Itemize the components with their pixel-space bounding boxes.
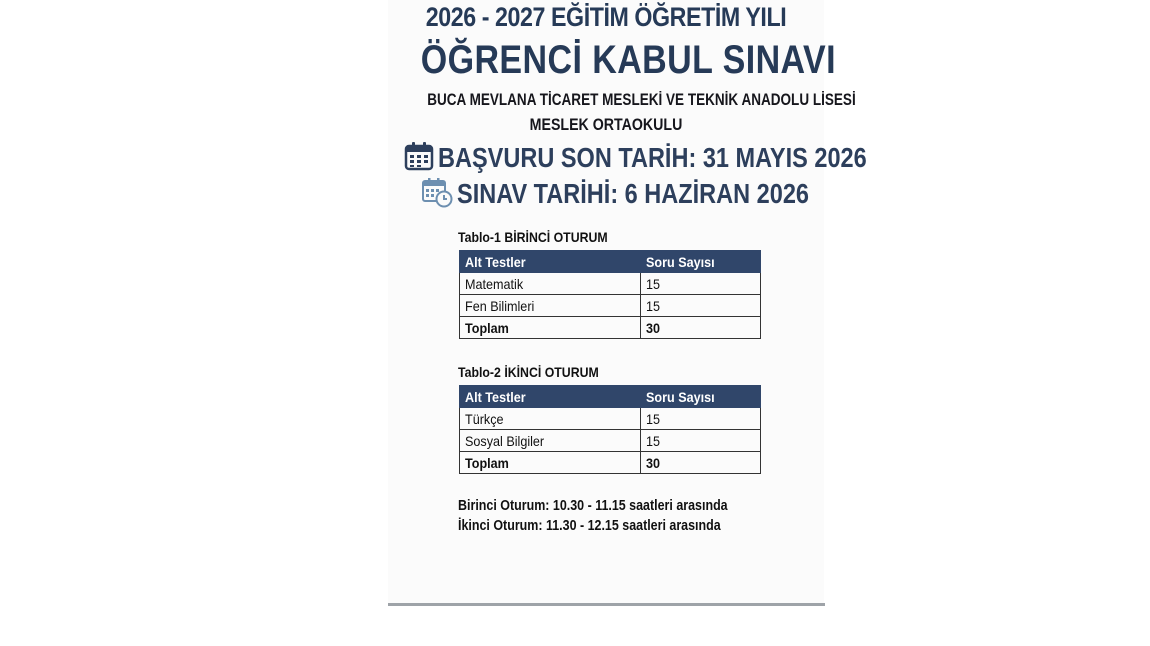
school-subtitle: MESLEK ORTAOKULU <box>529 116 683 134</box>
table-row <box>460 408 761 430</box>
table-total-row <box>460 452 761 474</box>
question-count-cell: 15 <box>641 273 761 295</box>
total-label-cell: Toplam <box>460 317 641 339</box>
column-header: Soru Sayısı <box>641 386 761 408</box>
application-deadline: BAŞVURU SON TARİH: 31 MAYIS 2026 <box>438 142 867 173</box>
question-count-cell: 15 <box>641 295 761 317</box>
table-total-row <box>460 317 761 339</box>
question-count-cell: 15 <box>641 430 761 452</box>
application-deadline-row <box>388 140 867 176</box>
exam-date-row <box>388 176 824 212</box>
subtest-cell: Türkçe <box>460 408 641 430</box>
total-label-cell: Toplam <box>460 452 641 474</box>
table-row <box>460 273 761 295</box>
table-1-caption: Tablo-1 BİRİNCİ OTURUM <box>458 229 608 245</box>
first-session-table <box>459 250 761 339</box>
subtest-cell: Fen Bilimleri <box>460 295 641 317</box>
academic-year-heading: 2026 - 2027 EĞİTİM ÖĞRETİM YILI <box>425 2 787 32</box>
question-count-cell: 15 <box>641 408 761 430</box>
exam-date: SINAV TARİHİ: 6 HAZİRAN 2026 <box>457 178 809 209</box>
exam-announcement-document <box>388 0 867 604</box>
second-session-table <box>459 385 761 474</box>
column-header: Alt Testler <box>460 386 641 408</box>
table-2-caption: Tablo-2 İKİNCİ OTURUM <box>458 364 599 380</box>
calendar-clock-icon <box>421 176 453 213</box>
table-header-row <box>460 386 761 408</box>
calendar-icon <box>404 141 434 176</box>
table-header-row <box>460 251 761 273</box>
table-row <box>460 430 761 452</box>
column-header: Alt Testler <box>460 251 641 273</box>
page-bottom-divider <box>388 603 825 606</box>
total-value-cell: 30 <box>641 452 761 474</box>
subtest-cell: Sosyal Bilgiler <box>460 430 641 452</box>
first-session-time-note: Birinci Oturum: 10.30 - 11.15 saatleri arasında <box>458 498 728 514</box>
total-value-cell: 30 <box>641 317 761 339</box>
page-title: ÖĞRENCİ KABUL SINAVI <box>420 38 836 82</box>
school-name: BUCA MEVLANA TİCARET MESLEKİ VE TEKNİK ANADOLU LİSESİ <box>427 91 856 109</box>
subtest-cell: Matematik <box>460 273 641 295</box>
table-row <box>460 295 761 317</box>
column-header: Soru Sayısı <box>641 251 761 273</box>
second-session-time-note: İkinci Oturum: 11.30 - 12.15 saatleri arasında <box>458 518 721 534</box>
